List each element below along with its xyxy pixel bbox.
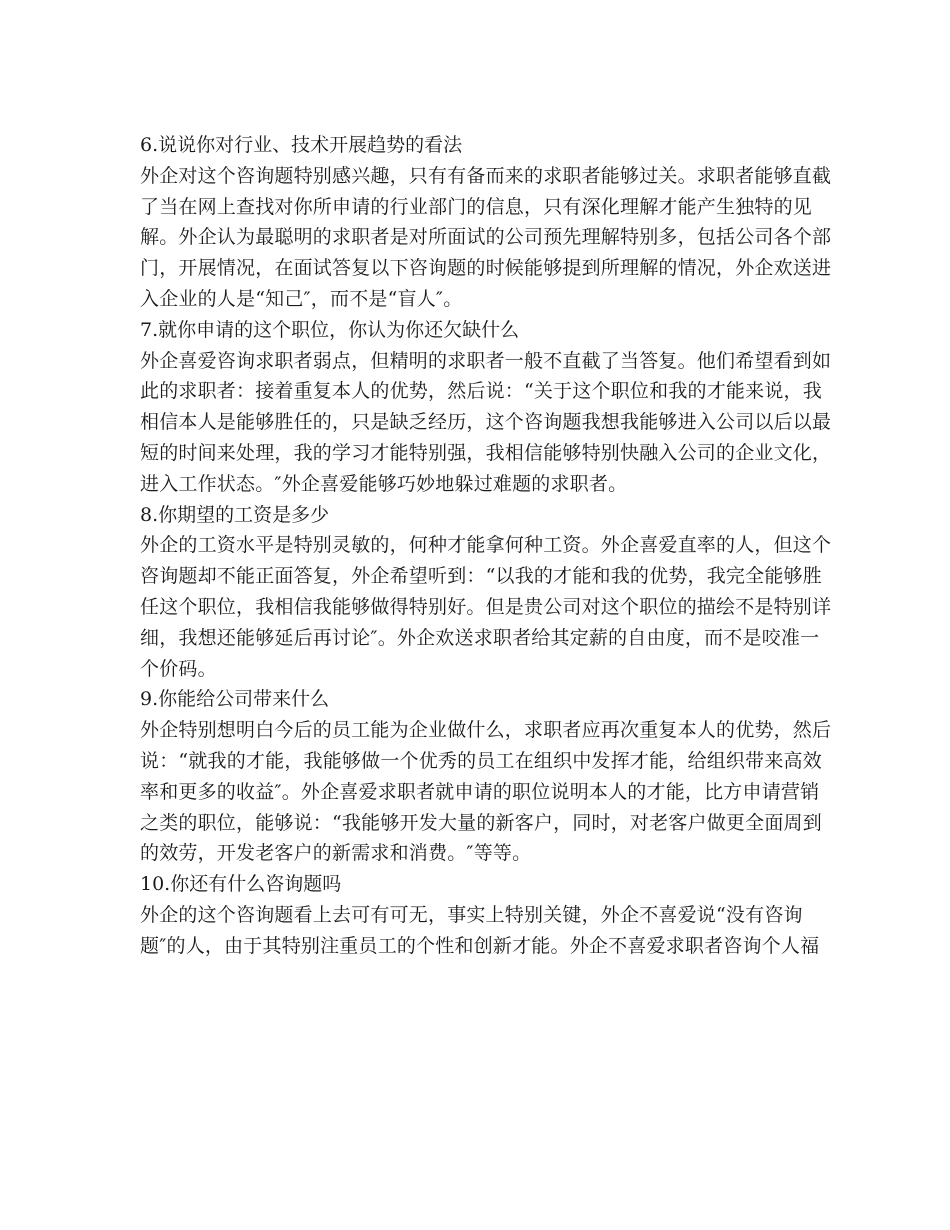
paragraph-line: 进入工作状态。″外企喜爱能够巧妙地躲过难题的求职者。	[140, 472, 628, 495]
paragraph-line: 率和更多的收益″。外企喜爱求职者就申请的职位说明本人的才能，比方申请营销	[140, 780, 820, 803]
paragraph-line: 细，我想还能够延后再讨论″。外企欢送求职者给其定薪的自由度，而不是咬准一	[140, 626, 820, 649]
section-heading: 7.就你申请的这个职位，你认为你还欠缺什么	[140, 318, 520, 341]
paragraph-line: 咨询题却不能正面答复，外企希望听到：“以我的才能和我的优势，我完全能够胜	[140, 565, 822, 588]
section-heading: 8.你期望的工资是多少	[140, 503, 330, 526]
paragraph-line: 了当在网上查找对你所申请的行业部门的信息，只有深化理解才能产生独特的见	[140, 195, 813, 218]
paragraph-line: 门，开展情况，在面试答复以下咨询题的时候能够提到所理解的情况，外企欢送进	[140, 257, 832, 280]
section-heading: 6.说说你对行业、技术开展趋势的看法	[140, 134, 463, 156]
paragraph-line: 之类的职位，能够说：“我能够开发大量的新客户，同时，对老客户做更全面周到	[140, 811, 822, 834]
paragraph-line: 短的时间来处理，我的学习才能特别强，我相信能够特别快融入公司的企业文化，	[140, 441, 832, 464]
paragraph-line: 个价码。	[140, 657, 217, 680]
paragraph-line: 任这个职位，我相信我能够做得特别好。但是贵公司对这个职位的描绘不是特别详	[140, 595, 832, 618]
paragraph-line: 解。外企认为最聪明的求职者是对所面试的公司预先理解特别多，包括公司各个部	[140, 226, 832, 249]
paragraph-line: 外企对这个咨询题特别感兴趣，只有有备而来的求职者能够过关。求职者能够直截	[140, 164, 832, 187]
document-body	[140, 130, 832, 962]
paragraph-line: 此的求职者：接着重复本人的优势，然后说：“关于这个职位和我的才能来说，我	[140, 380, 822, 403]
paragraph-line: 相信本人是能够胜任的，只是缺乏经历，这个咨询题我想我能够进入公司以后以最	[140, 411, 832, 434]
section-heading: 9.你能给公司带来什么	[140, 688, 330, 711]
paragraph-line: 说：“就我的才能，我能够做一个优秀的员工在组织中发挥才能，给组织带来高效	[140, 749, 822, 772]
paragraph-line: 入企业的人是“知己″，而不是“盲人″。	[140, 287, 463, 310]
paragraph-line: 外企的工资水平是特别灵敏的，何种才能拿何种工资。外企喜爱直率的人，但这个	[140, 534, 832, 557]
paragraph-line: 外企特别想明白今后的员工能为企业做什么，求职者应再次重复本人的优势，然后	[140, 719, 832, 742]
section-heading: 10.你还有什么咨询题吗	[140, 873, 342, 896]
paragraph-line: 外企喜爱咨询求职者弱点，但精明的求职者一般不直截了当答复。他们希望看到如	[140, 349, 832, 372]
paragraph-line: 外企的这个咨询题看上去可有可无，事实上特别关键，外企不喜爱说“没有咨询	[140, 903, 803, 926]
paragraph-line: 的效劳，开发老客户的新需求和消费。″等等。	[140, 842, 532, 865]
paragraph-line: 题″的人，由于其特别注重员工的个性和创新才能。外企不喜爱求职者咨询个人福	[140, 934, 820, 957]
